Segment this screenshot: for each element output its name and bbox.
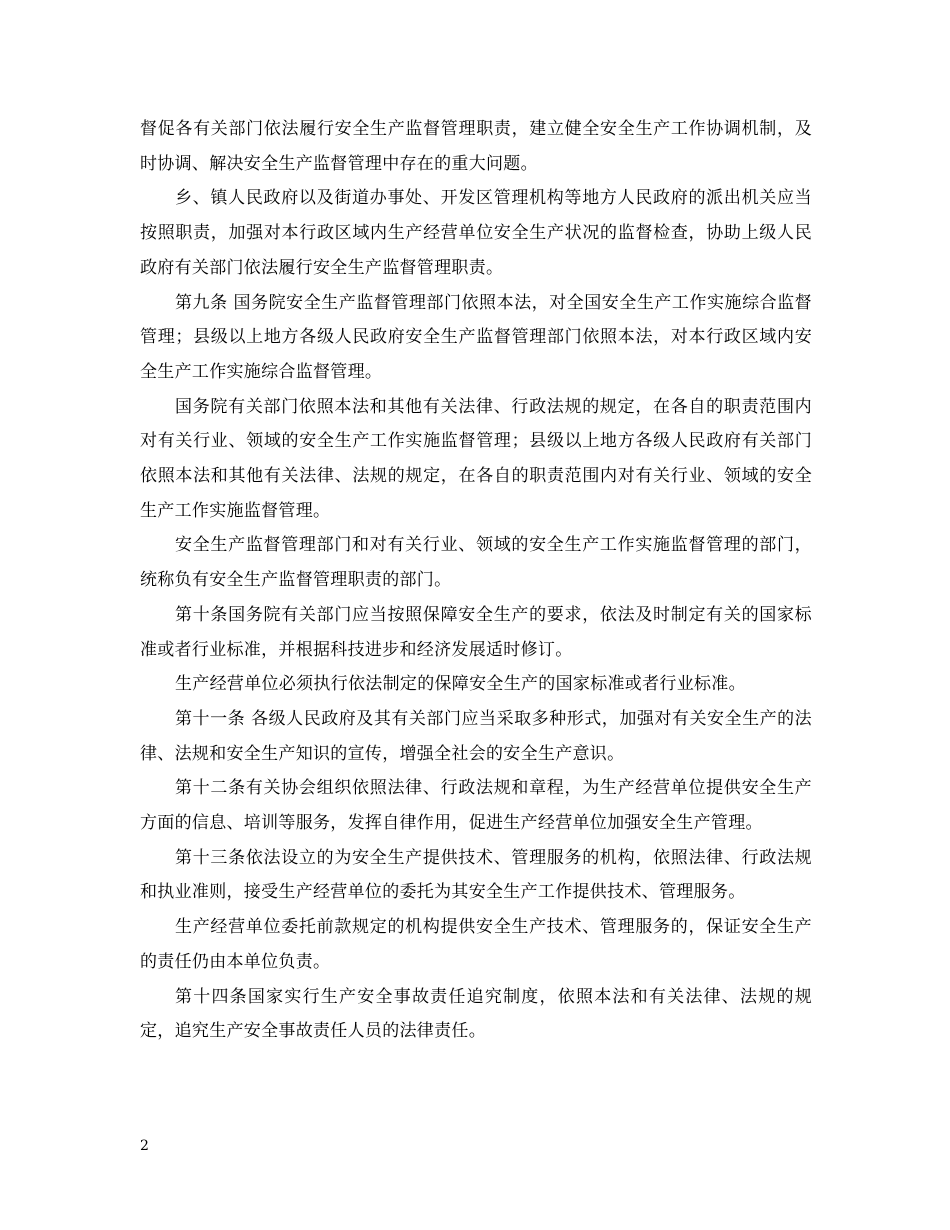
paragraph: 第十三条依法设立的为安全生产提供技术、管理服务的机构，依照法律、行政法规和执业准则，接受生产经营单位的委托为其安全生产工作提供技术、管理服务。 [140, 847, 812, 903]
paragraph: 安全生产监督管理部门和对有关行业、领域的安全生产工作实施监督管理的部门，统称负有安全生产监督管理职责的部门。 [140, 535, 812, 591]
page-number: 2 [140, 1138, 149, 1154]
paragraph: 生产经营单位必须执行依法制定的保障安全生产的国家标准或者行业标准。 [175, 674, 746, 695]
document-body [140, 112, 812, 1049]
paragraph: 第十二条有关协会组织依照法律、行政法规和章程，为生产经营单位提供安全生产方面的信息、培训等服务，发挥自律作用，促进生产经营单位加强安全生产管理。 [140, 778, 812, 834]
paragraph: 国务院有关部门依照本法和其他有关法律、行政法规的规定，在各自的职责范围内对有关行业、领域的安全生产工作实施监督管理；县级以上地方各级人民政府有关部门依照本法和其他有关法律、法规的规定，在各自的职责范围内对有关行业、领域的安全生产工作实施监督管理。 [140, 396, 812, 521]
paragraph: 第十条国务院有关部门应当按照保障安全生产的要求，依法及时制定有关的国家标准或者行业标准，并根据科技进步和经济发展适时修订。 [140, 604, 812, 660]
paragraph: 第十一条 各级人民政府及其有关部门应当采取多种形式，加强对有关安全生产的法律、法规和安全生产知识的宣传，增强全社会的安全生产意识。 [140, 708, 812, 764]
paragraph: 第十四条国家实行生产安全事故责任追究制度，依照本法和有关法律、法规的规定，追究生产安全事故责任人员的法律责任。 [140, 986, 812, 1042]
paragraph: 乡、镇人民政府以及街道办事处、开发区管理机构等地方人民政府的派出机关应当按照职责，加强对本行政区域内生产经营单位安全生产状况的监督检查，协助上级人民政府有关部门依法履行安全生产监督管理职责。 [140, 188, 812, 278]
paragraph: 督促各有关部门依法履行安全生产监督管理职责，建立健全安全生产工作协调机制，及时协调、解决安全生产监督管理中存在的重大问题。 [140, 119, 812, 174]
paragraph: 生产经营单位委托前款规定的机构提供安全生产技术、管理服务的，保证安全生产的责任仍由本单位负责。 [140, 917, 812, 972]
paragraph: 第九条 国务院安全生产监督管理部门依照本法，对全国安全生产工作实施综合监督管理；县级以上地方各级人民政府安全生产监督管理部门依照本法，对本行政区域内安全生产工作实施综合监督管理。 [140, 292, 812, 382]
